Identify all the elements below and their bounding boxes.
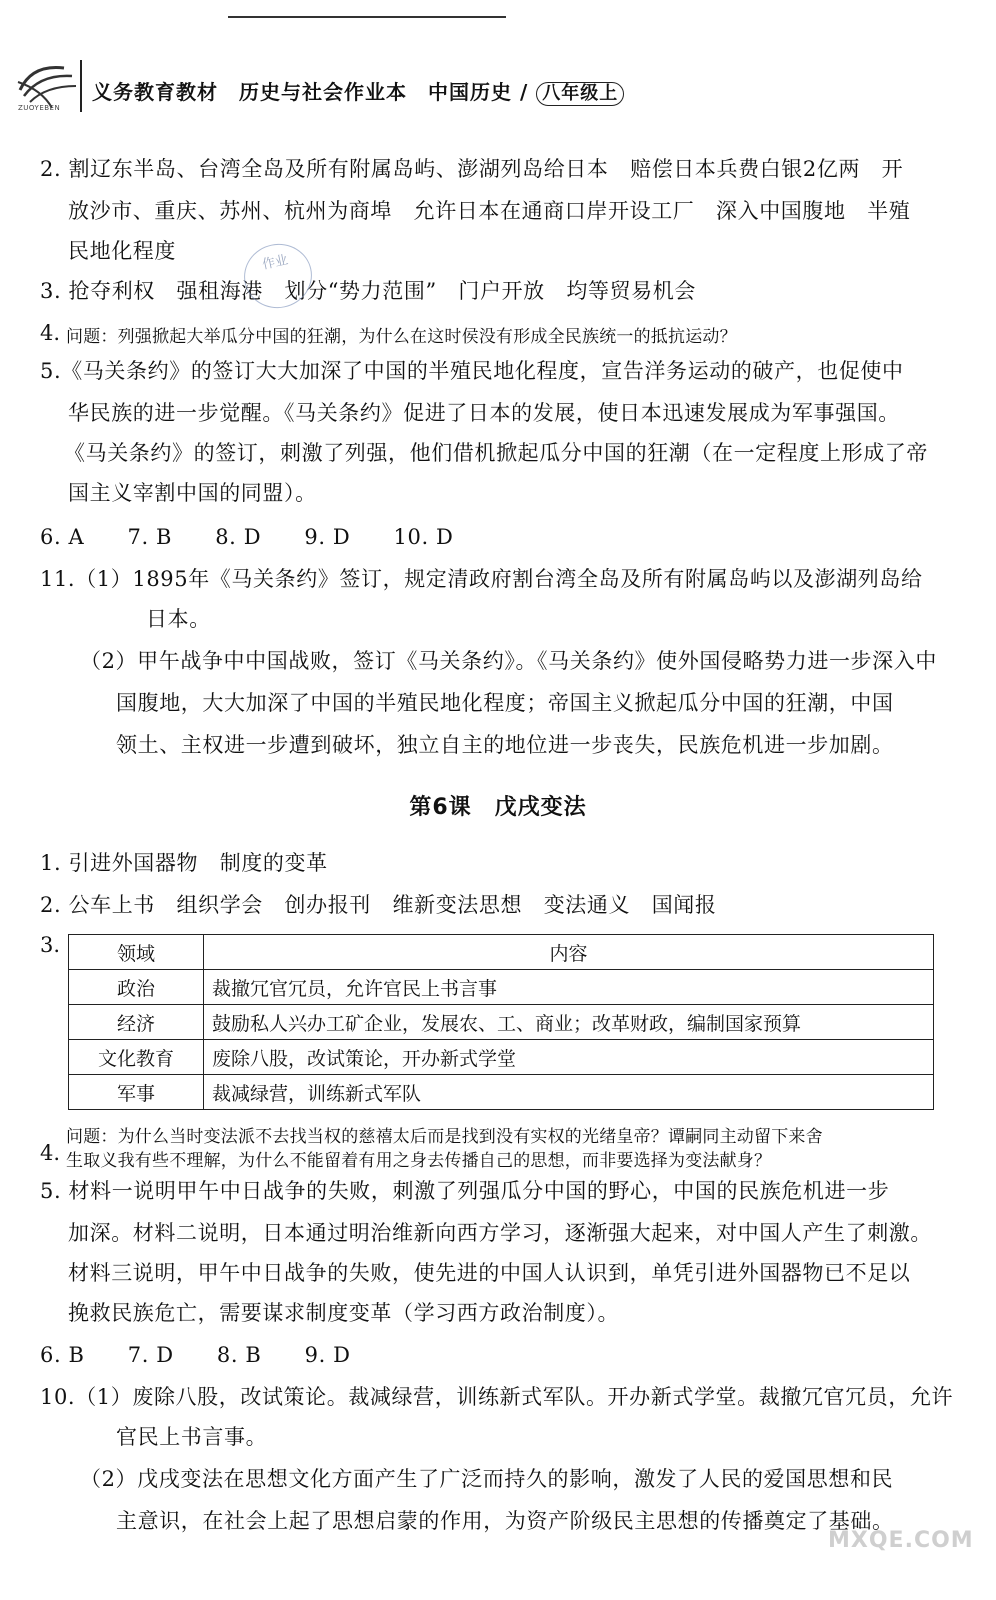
question-number: 3. (40, 933, 61, 957)
answer-line: 2. 割辽东半岛、台湾全岛及所有附属岛屿、澎湖列岛给日本 赔偿日本兵费白银2亿两 开 (40, 157, 904, 181)
answer-line: 华民族的进一步觉醒。《马关条约》促进了日本的发展，使日本迅速发展成为军事强国。 (68, 401, 900, 425)
table-row (69, 1005, 934, 1040)
header-title: 义务教育教材 历史与社会作业本 中国历史 / 八年级上 (92, 76, 624, 106)
table-cell-content: 鼓励私人兴办工矿企业，发展农、工、商业；改革财政，编制国家预算 (204, 1005, 934, 1040)
table-cell-field: 军事 (69, 1075, 204, 1110)
answer-line: 11.（1）1895年《马关条约》签订，规定清政府割台湾全岛及所有附属岛屿以及澎湖列岛给 (40, 567, 923, 591)
answer-line: 领土、主权进一步遭到破坏，独立自主的地位进一步丧失，民族危机进一步加剧。 (116, 733, 894, 757)
header-divider (80, 60, 82, 112)
table-header: 内容 (204, 935, 934, 970)
answer-line: 加深。材料二说明，日本通过明治维新向西方学习，逐渐强大起来，对中国人产生了刺激。 (68, 1221, 932, 1245)
student-question: 问题：为什么当时变法派不去找当权的慈禧太后而是找到没有实权的光绪皇帝？谭嗣同主动留下来舍 (66, 1127, 823, 1147)
table-header-row (69, 935, 934, 970)
answer-line: 2. 公车上书 组织学会 创办报刊 维新变法思想 变法通义 国闻报 (40, 893, 717, 917)
answer-line: 国主义宰割中国的同盟）。 (68, 481, 317, 505)
question-number: 4. (40, 1141, 61, 1165)
multiple-choice-answers: 6. B 7. D 8. B 9. D (40, 1343, 351, 1367)
answer-line: 5.《马关条约》的签订大大加深了中国的半殖民地化程度，宣告洋务运动的破产，也促使中 (40, 359, 904, 383)
answer-line: （2）戊戌变法在思想文化方面产生了广泛而持久的影响，激发了人民的爱国思想和民 (80, 1467, 894, 1491)
answer-line: 民地化程度 (68, 239, 176, 263)
student-question: 生取义我有些不理解，为什么不能留着有用之身去传播自己的思想，而非要选择为变法献身？ (66, 1151, 772, 1171)
answer-line: 材料三说明，甲午中日战争的失败，使先进的中国人认识到，单凭引进外国器物已不足以 (68, 1261, 911, 1285)
answer-line: 放沙市、重庆、苏州、杭州为商埠 允许日本在通商口岸开设工厂 深入中国腹地 半殖 (68, 199, 911, 223)
top-rule (228, 16, 506, 18)
answer-line: 官民上书言事。 (116, 1425, 268, 1449)
answer-line: （2）甲午战争中中国战败，签订《马关条约》。《马关条约》使外国侵略势力进一步深入中 (80, 649, 937, 673)
table-row (69, 1075, 934, 1110)
header-book: 历史与社会作业本 (239, 80, 407, 104)
student-question: 问题：列强掀起大举瓜分中国的狂潮，为什么在这时侯没有形成全民族统一的抵抗运动？ (66, 327, 737, 347)
answer-line: 1. 引进外国器物 制度的变革 (40, 851, 328, 875)
reform-table (68, 934, 934, 1110)
table-cell-field: 政治 (69, 970, 204, 1005)
table-cell-field: 经济 (69, 1005, 204, 1040)
table-cell-content: 裁撤冗官冗员，允许官民上书言事 (204, 970, 934, 1005)
header-grade-badge: 八年级上 (536, 82, 624, 106)
answer-line: 《马关条约》的签订，刺激了列强，他们借机掀起瓜分中国的狂潮（在一定程度上形成了帝 (64, 441, 928, 465)
table-cell-field: 文化教育 (69, 1040, 204, 1075)
answer-line: 5. 材料一说明甲午中日战争的失败，刺激了列强瓜分中国的野心，中国的民族危机进一步 (40, 1179, 890, 1203)
stamp-text: 作业 (260, 252, 290, 273)
answer-line: 日本。 (146, 607, 211, 631)
question-number: 4. (40, 321, 61, 345)
answer-line: 主意识，在社会上起了思想启蒙的作用，为资产阶级民主思想的传播奠定了基础。 (116, 1509, 894, 1533)
lesson-title: 第6课 戊戌变法 (409, 795, 587, 820)
logo-text: ZUOYEBEN (18, 104, 61, 112)
table-cell-content: 废除八股，改试策论，开办新式学堂 (204, 1040, 934, 1075)
table-row (69, 970, 934, 1005)
answer-line: 10.（1）废除八股，改试策论。裁减绿营，训练新式军队。开办新式学堂。裁撤冗官冗员，允许 (40, 1385, 954, 1409)
multiple-choice-answers: 6. A 7. B 8. D 9. D 10. D (40, 525, 454, 549)
publisher-logo-icon (12, 60, 82, 110)
answer-line: 国腹地，大大加深了中国的半殖民地化程度；帝国主义掀起瓜分中国的狂潮，中国 (116, 691, 894, 715)
table-cell-content: 裁减绿营，训练新式军队 (204, 1075, 934, 1110)
table-row (69, 1040, 934, 1075)
table-header: 领域 (69, 935, 204, 970)
watermark: MXQE.COM (828, 1528, 974, 1553)
answer-line: 挽救民族危亡，需要谋求制度变革（学习西方政治制度）。 (68, 1301, 620, 1325)
answer-line: 3. 抢夺利权 强租海港 划分“势力范围” 门户开放 均等贸易机会 (40, 279, 696, 303)
header-series: 义务教育教材 (92, 80, 218, 104)
header-subject: 中国历史 (428, 80, 512, 104)
